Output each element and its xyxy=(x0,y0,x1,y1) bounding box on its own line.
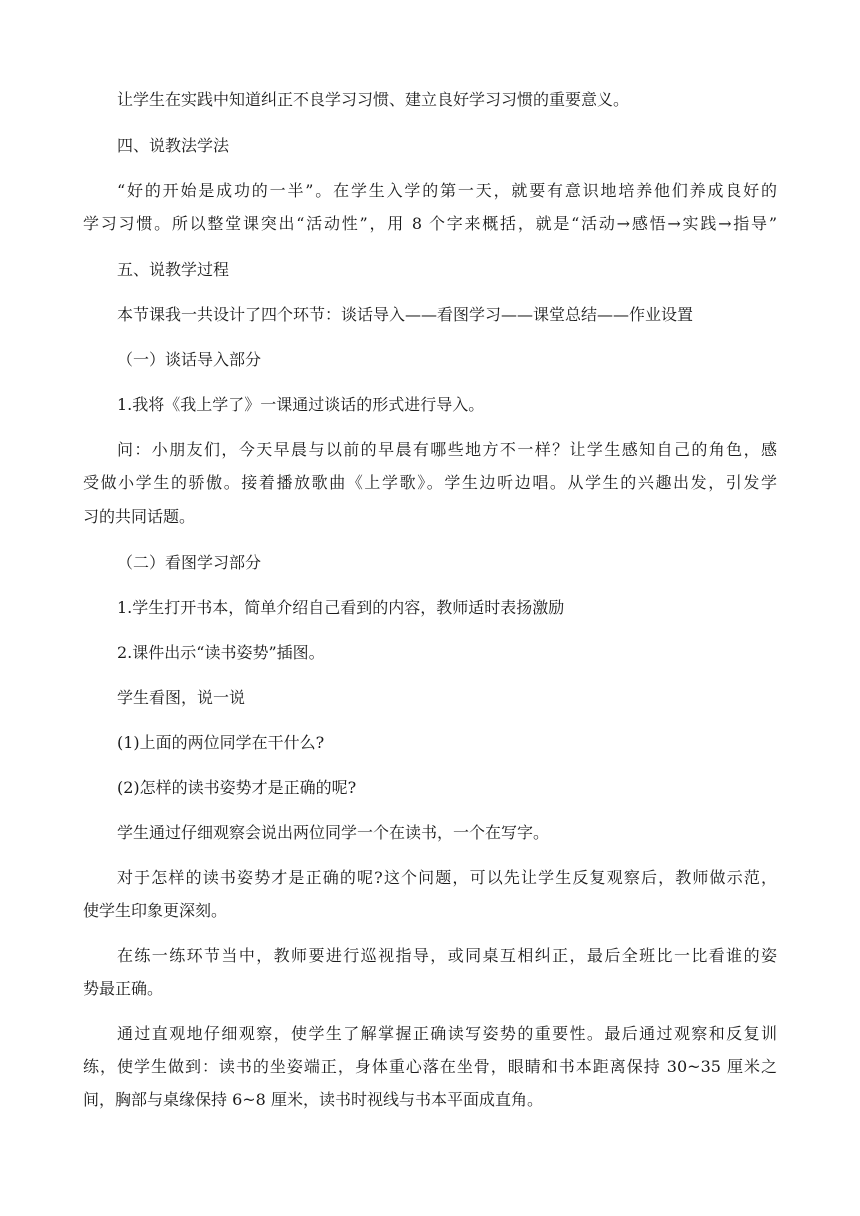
paragraph-line: 2.课件出示“读书姿势”插图。 xyxy=(117,643,325,662)
paragraph-line: (2)怎样的读书姿势才是正确的呢? xyxy=(117,778,357,797)
paragraph-line: 让学生在实践中知道纠正不良学习习惯、建立良好学习习惯的重要意义。 xyxy=(117,90,630,109)
paragraph-line: 学习习惯。所以整堂课突出“活动性”，用 8 个字来概括，就是“活动→感悟→实践→指导” xyxy=(83,214,777,233)
subsection-heading: （二）看图学习部分 xyxy=(117,553,262,572)
paragraph-line: 1.我将《我上学了》一课通过谈话的形式进行导入。 xyxy=(117,395,485,414)
paragraph-line: (1)上面的两位同学在干什么? xyxy=(117,733,325,752)
paragraph-line: 本节课我一共设计了四个环节：谈话导入——看图学习——课堂总结——作业设置 xyxy=(117,305,694,324)
paragraph-line: 在练一练环节当中，教师要进行巡视指导，或同桌互相纠正，最后全班比一比看谁的姿 xyxy=(117,946,777,965)
paragraph-line: 问：小朋友们，今天早晨与以前的早晨有哪些地方不一样？让学生感知自己的角色，感 xyxy=(117,440,777,459)
paragraph-line: 学生看图，说一说 xyxy=(117,688,246,707)
paragraph-line: 通过直观地仔细观察，使学生了解掌握正确读写姿势的重要性。最后通过观察和反复训 xyxy=(117,1024,777,1043)
paragraph-line: 势最正确。 xyxy=(83,979,164,998)
paragraph-line: 1.学生打开书本，简单介绍自己看到的内容，教师适时表扬激励 xyxy=(117,598,565,617)
paragraph-line: 使学生印象更深刻。 xyxy=(83,901,228,920)
section-heading: 四、说教法学法 xyxy=(117,136,230,155)
subsection-heading: （一）谈话导入部分 xyxy=(117,350,262,369)
paragraph-line: 对于怎样的读书姿势才是正确的呢?这个问题，可以先让学生反复观察后，教师做示范， xyxy=(117,868,777,887)
section-heading: 五、说教学过程 xyxy=(117,260,230,279)
paragraph-line: 受做小学生的骄傲。接着播放歌曲《上学歌》。学生边听边唱。从学生的兴趣出发，引发学 xyxy=(83,473,777,492)
paragraph-line: 习的共同话题。 xyxy=(83,507,196,526)
paragraph-line: 间，胸部与桌缘保持 6~8 厘米，读书时视线与书本平面成直角。 xyxy=(83,1090,543,1109)
paragraph-line: “好的开始是成功的一半”。在学生入学的第一天，就要有意识地培养他们养成良好的 xyxy=(117,181,777,200)
paragraph-line: 练，使学生做到：读书的坐姿端正，身体重心落在坐骨，眼睛和书本距离保持 30~35 厘米之 xyxy=(83,1057,777,1076)
paragraph-line: 学生通过仔细观察会说出两位同学一个在读书，一个在写字。 xyxy=(117,823,550,842)
